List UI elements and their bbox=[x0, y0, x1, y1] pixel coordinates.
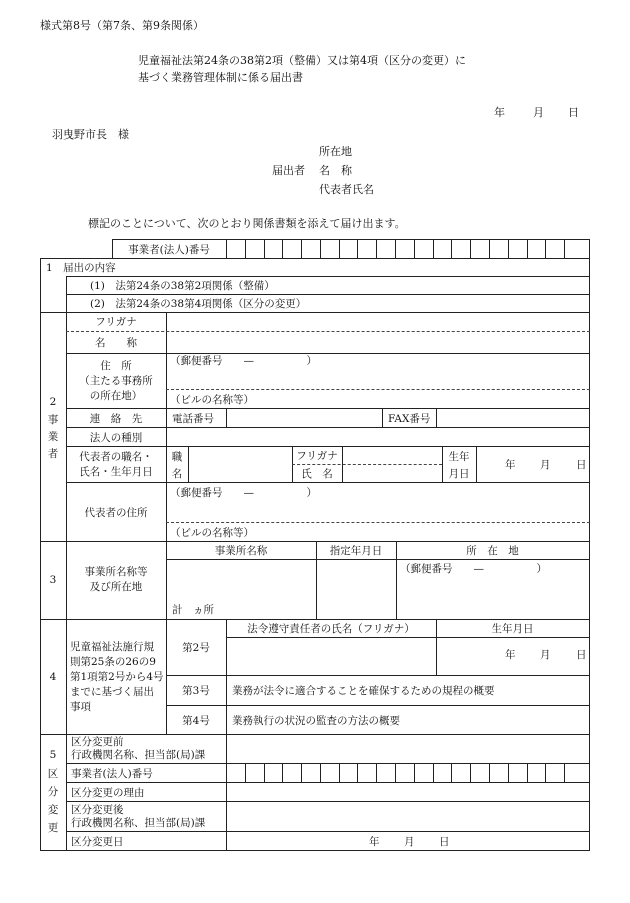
section3-label bbox=[66, 542, 166, 618]
compliance-birth-month[interactable]: 月 bbox=[540, 648, 551, 661]
company-address-label-line1: 住 所 bbox=[100, 359, 132, 372]
office-name-field[interactable] bbox=[167, 560, 316, 600]
corp-type-label: 法人の種別 bbox=[89, 431, 143, 444]
company-postal-code[interactable]: （郵便番号 — ） bbox=[170, 354, 317, 367]
rep-post-char-2: 名 bbox=[171, 467, 183, 480]
compliance-birth-day[interactable]: 日 bbox=[576, 648, 587, 661]
office-location-header: 所 在 地 bbox=[466, 545, 519, 557]
business-number-label: 事業者(法人)番号 bbox=[128, 243, 210, 256]
compliance-officer-name-header: 法令遵守責任者の氏名（フリガナ） bbox=[247, 623, 415, 635]
phone-field[interactable] bbox=[227, 409, 382, 427]
rep-furigana-label: フリガナ bbox=[296, 450, 338, 462]
section2-title-char-2: 業 bbox=[47, 430, 59, 443]
change-reason-field[interactable] bbox=[227, 783, 589, 801]
date-day-label: 日 bbox=[568, 106, 579, 119]
after-agency-label bbox=[71, 802, 231, 831]
section5-title-char-3: 変 bbox=[47, 803, 59, 816]
item4-label: 第4号 bbox=[182, 714, 210, 727]
corp-type-field[interactable] bbox=[167, 428, 589, 446]
office-total-count[interactable]: 計 ヵ所 bbox=[172, 603, 214, 616]
rep-postal-code[interactable]: （郵便番号 — ） bbox=[170, 486, 317, 499]
section3-label-line1: 事業所名称等 bbox=[84, 566, 148, 578]
section2-number: 2 bbox=[49, 396, 57, 408]
designation-date-field[interactable] bbox=[317, 560, 396, 618]
compliance-officer-birth-header: 生年月日 bbox=[491, 623, 534, 635]
section3-number: 3 bbox=[49, 574, 57, 586]
rep-birth-year[interactable]: 年 bbox=[505, 458, 516, 471]
date-month-label: 月 bbox=[533, 106, 544, 119]
rep-address-label: 代表者の住所 bbox=[84, 506, 148, 519]
section5-title-char-1: 区 bbox=[47, 767, 59, 780]
before-agency-label-line1: 区分変更前 bbox=[71, 736, 124, 748]
designation-date-header: 指定年月日 bbox=[329, 545, 383, 557]
change-date-year[interactable]: 年 bbox=[369, 835, 380, 848]
after-agency-field[interactable] bbox=[227, 802, 589, 831]
change-reason-label: 区分変更の理由 bbox=[71, 786, 145, 799]
office-postal-code[interactable]: （郵便番号 — ） bbox=[400, 562, 547, 575]
section4-number: 4 bbox=[49, 671, 57, 683]
representative-label-line1: 代表者の職名・ bbox=[79, 450, 153, 463]
rep-post-field[interactable] bbox=[189, 447, 291, 482]
submitter-label: 届出者 bbox=[272, 164, 305, 177]
rep-building-name[interactable]: （ビルの名称等） bbox=[170, 526, 254, 539]
fax-field[interactable] bbox=[437, 409, 589, 427]
form-title-line1: 児童福祉法第24条の38第2項（整備）又は第4項（区分の変更）に bbox=[138, 54, 466, 67]
section3-label-line2: 及び所在地 bbox=[89, 581, 143, 593]
date-year-label: 年 bbox=[494, 106, 505, 119]
submitter-location-label: 所在地 bbox=[319, 145, 352, 158]
section5-number: 5 bbox=[49, 749, 57, 761]
rep-birth-day[interactable]: 日 bbox=[576, 458, 587, 471]
contact-label: 連 絡 先 bbox=[89, 412, 143, 425]
section2-title-char-3: 者 bbox=[47, 447, 59, 460]
item4-text[interactable]: 業務執行の状況の監査の方法の概要 bbox=[232, 714, 400, 727]
company-name-label: 名 称 bbox=[95, 337, 137, 349]
section2-title-char-1: 事 bbox=[47, 413, 59, 426]
rep-name-field[interactable] bbox=[343, 465, 441, 482]
rep-post-char-1: 職 bbox=[171, 450, 183, 463]
rep-birth-label-line1: 生年 bbox=[448, 450, 470, 463]
section5-title-char-4: 更 bbox=[47, 821, 59, 834]
item2-label: 第2号 bbox=[182, 642, 210, 654]
rep-furigana-field[interactable] bbox=[343, 447, 441, 464]
section1-item-1[interactable]: (1) 法第24条の38第2項関係（整備） bbox=[90, 280, 275, 292]
form-title-line2: 基づく業務管理体制に係る届出書 bbox=[138, 71, 303, 84]
phone-label: 電話番号 bbox=[172, 412, 214, 425]
item3-label: 第3号 bbox=[182, 685, 210, 697]
company-furigana-field[interactable] bbox=[167, 313, 589, 330]
before-agency-label-line2: 行政機関名称、担当部(局)課 bbox=[71, 749, 206, 761]
item3-text[interactable]: 業務が法令に適合することを確保するための規程の概要 bbox=[232, 685, 495, 697]
section5-business-number-label: 事業者(法人)番号 bbox=[71, 767, 153, 780]
before-agency-field[interactable] bbox=[227, 735, 589, 763]
representative-label bbox=[66, 447, 166, 482]
company-name-field[interactable] bbox=[167, 332, 589, 353]
company-address-label-line3: の所在地） bbox=[89, 389, 143, 402]
fax-label: FAX番号 bbox=[388, 412, 431, 425]
company-building-name[interactable]: （ビルの名称等） bbox=[170, 393, 254, 406]
addressee: 羽曳野市長 様 bbox=[52, 128, 129, 141]
after-agency-label-line2: 行政機関名称、担当部(局)課 bbox=[71, 816, 206, 829]
company-address-label-line2: （主たる事務所 bbox=[79, 374, 153, 387]
form-number: 様式第8号（第7条、第9条関係） bbox=[40, 19, 204, 32]
company-address-label bbox=[66, 354, 166, 408]
submitter-name-label: 名 称 bbox=[319, 164, 352, 177]
before-agency-label bbox=[71, 735, 231, 763]
representative-label-line2: 氏名・生年月日 bbox=[79, 465, 153, 478]
section1-item-2[interactable]: (2) 法第24条の38第4項関係（区分の変更） bbox=[90, 298, 307, 310]
rep-birth-month[interactable]: 月 bbox=[540, 458, 551, 471]
compliance-birth-year[interactable]: 年 bbox=[505, 648, 516, 661]
change-date-label: 区分変更日 bbox=[71, 835, 124, 848]
rep-name-label: 氏 名 bbox=[301, 468, 333, 480]
section4-label: 児童福祉法施行規則第25条の26の9第1項第2号から4号までに基づく届出事項 bbox=[70, 640, 164, 713]
change-date-month[interactable]: 月 bbox=[404, 835, 415, 848]
section5-title-char-2: 分 bbox=[47, 785, 59, 798]
company-furigana-label: フリガナ bbox=[95, 316, 137, 328]
office-name-header: 事業所名称 bbox=[214, 545, 268, 557]
change-date-day[interactable]: 日 bbox=[439, 835, 450, 848]
after-agency-label-line1: 区分変更後 bbox=[71, 803, 124, 816]
submitter-representative-label: 代表者氏名 bbox=[319, 183, 374, 196]
intro-text: 標記のことについて、次のとおり関係書類を添えて届け出ます。 bbox=[88, 217, 406, 230]
section1-label: 1 届出の内容 bbox=[46, 261, 116, 274]
rep-birth-label-line2: 月日 bbox=[448, 467, 470, 480]
compliance-officer-name-field[interactable] bbox=[227, 638, 436, 675]
